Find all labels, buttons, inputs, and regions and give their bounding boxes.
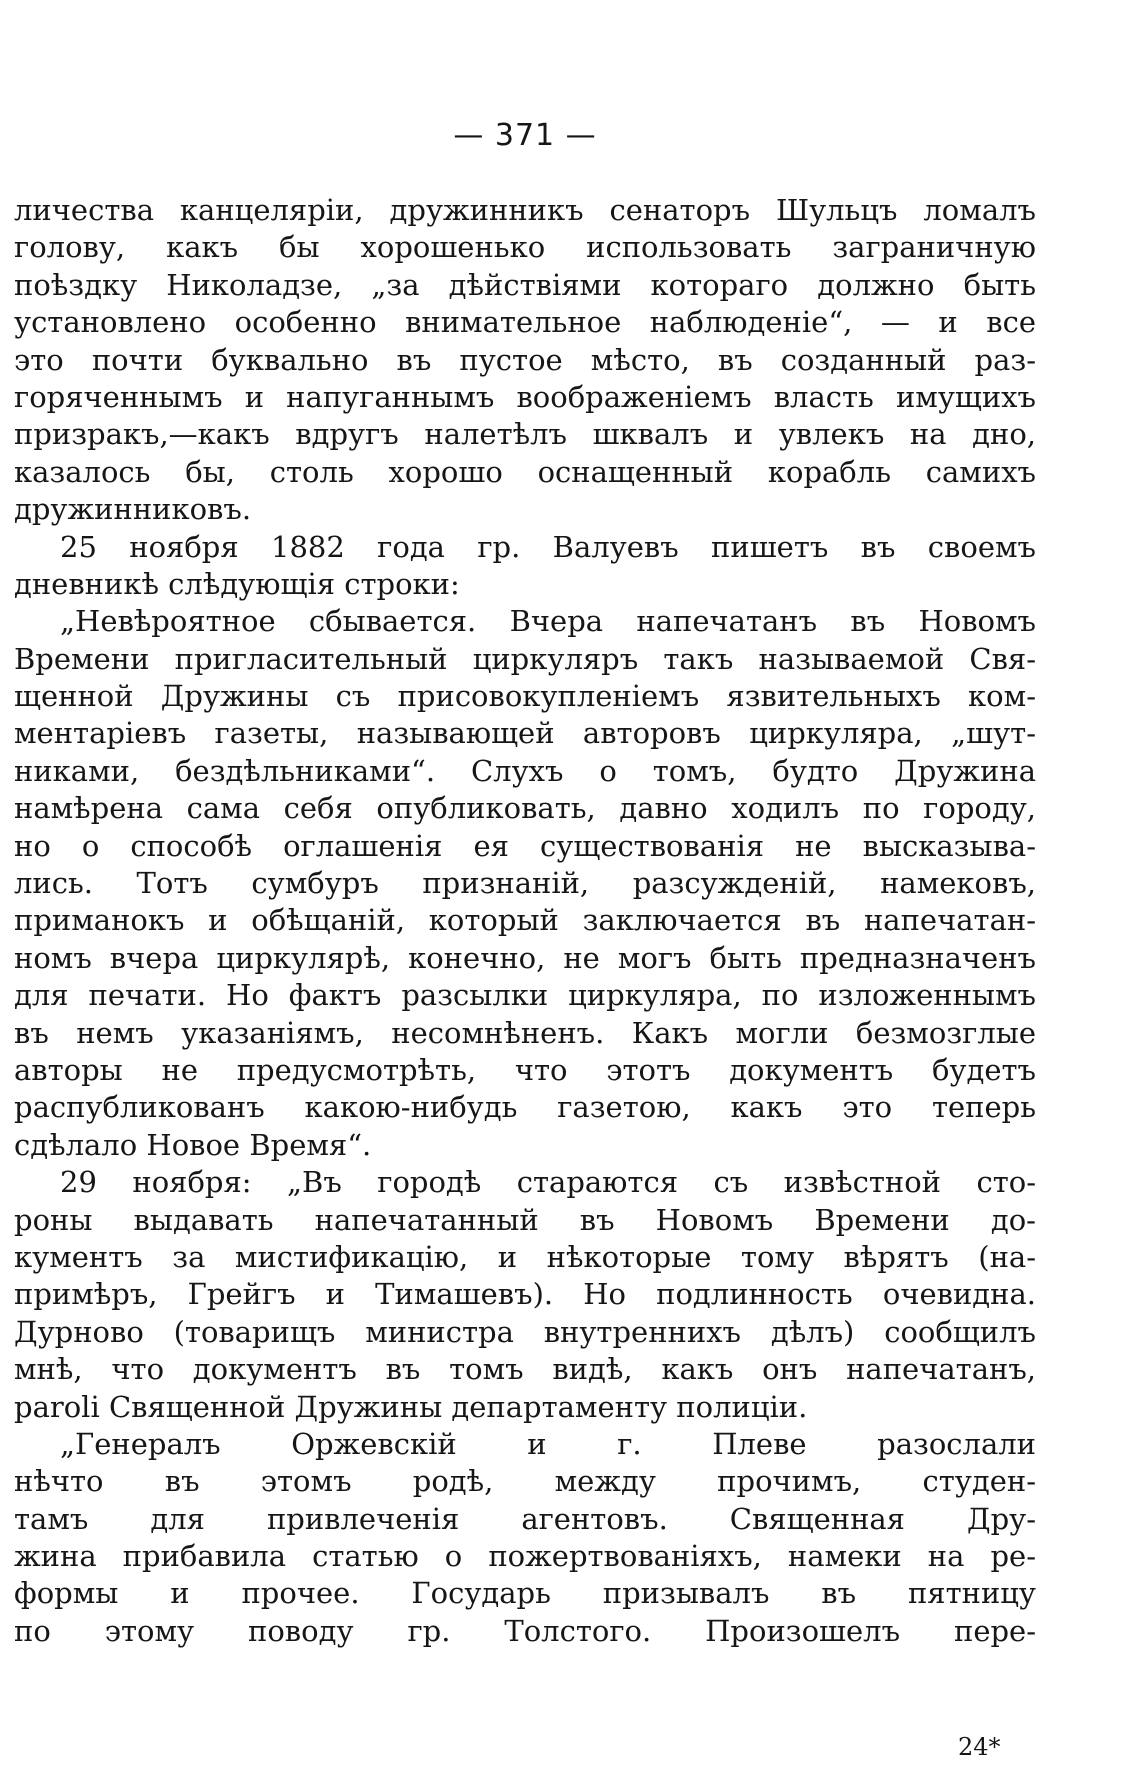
text-line: авторы не предусмотрѣть, что этотъ документъ будетъ: [14, 1052, 1036, 1087]
text-line: казалось бы, столь хорошо оснащенный корабль самихъ: [14, 454, 1036, 489]
text-line: дружинниковъ.: [14, 492, 252, 527]
text-line: 25 ноября 1882 года гр. Валуевъ пишетъ въ своемъ: [60, 529, 1036, 564]
text-line: тамъ для привлеченія агентовъ. Священная Дру-: [14, 1501, 1036, 1536]
text-line: роны выдавать напечатанный въ Новомъ Времени до-: [14, 1202, 1036, 1237]
text-line: поѣздку Николадзе, „за дѣйствіями котораго должно быть: [14, 267, 1036, 302]
text-line: щенной Дружины съ присовокупленіемъ язвительныхъ ком-: [14, 679, 1036, 714]
text-line: но о способѣ оглашенія ея существованія не высказыва-: [14, 828, 1036, 863]
text-line: сдѣлало Новое Время“.: [14, 1127, 372, 1162]
text-line: личества канцеляріи, дружинникъ сенаторъ Шульцъ ломалъ: [14, 193, 1036, 227]
text-line: 29 ноября: „Въ городѣ стараются съ извѣстной сто-: [60, 1165, 1036, 1200]
text-line: кументъ за мистификацію, и нѣкоторые тому вѣрятъ (на-: [14, 1239, 1036, 1274]
text-line: „Невѣроятное сбывается. Вчера напечатанъ въ Новомъ: [60, 604, 1036, 639]
text-line: въ немъ указаніямъ, несомнѣненъ. Какъ могли безмозглые: [14, 1015, 1036, 1050]
text-line: для печати. Но фактъ разсылки циркуляра, по изложеннымъ: [14, 978, 1036, 1013]
text-line: по этому поводу гр. Толстого. Произошелъ пере-: [14, 1613, 1036, 1648]
text-line: ментаріевъ газеты, называющей авторовъ циркуляра, „шут-: [14, 716, 1036, 751]
text-line: намѣрена сама себя опубликовать, давно ходилъ по городу,: [14, 791, 1036, 826]
text-line: мнѣ, что документъ въ томъ видѣ, какъ онъ напечатанъ,: [14, 1352, 1036, 1387]
text-line: номъ вчера циркулярѣ, конечно, не могъ быть предназначенъ: [14, 940, 1036, 975]
body-text: [14, 192, 1036, 1650]
text-line: нѣчто въ этомъ родѣ, между прочимъ, студен-: [14, 1464, 1036, 1499]
text-line: формы и прочее. Государь призывалъ въ пятницу: [14, 1576, 1036, 1611]
text-line: это почти буквально въ пустое мѣсто, въ созданный раз-: [14, 342, 1036, 377]
text-line: дневникѣ слѣдующія строки:: [14, 566, 460, 601]
text-line: „Генералъ Оржевскій и г. Плеве разослали: [60, 1426, 1036, 1461]
text-line: распубликованъ какою-нибудь газетою, какъ это теперь: [14, 1090, 1036, 1125]
text-line: приманокъ и обѣщаній, который заключается въ напечатан-: [14, 903, 1036, 938]
book-page: [14, 0, 1036, 1786]
text-line: лись. Тотъ сумбуръ признаній, разсужденій, намековъ,: [14, 866, 1036, 901]
text-line: жина прибавила статью о пожертвованіяхъ, намеки на ре-: [14, 1539, 1036, 1574]
text-line: никами, бездѣльниками“. Слухъ о томъ, будто Дружина: [14, 753, 1036, 788]
page-number: — 371 —: [453, 118, 597, 153]
text-line: paroli Священной Дружины департаменту полиціи.: [14, 1389, 808, 1424]
text-line: установлено особенно внимательное наблюденіе“, — и все: [14, 305, 1036, 340]
text-line: Времени пригласительный циркуляръ такъ называемой Свя-: [14, 641, 1036, 676]
text-line: примѣръ, Грейгъ и Тимашевъ). Но подлинность очевидна.: [14, 1277, 1036, 1312]
text-line: Дурново (товарищъ министра внутреннихъ дѣлъ) сообщилъ: [14, 1314, 1036, 1349]
text-line: горяченнымъ и напуганнымъ воображеніемъ власть имущихъ: [14, 379, 1036, 414]
text-line: призракъ,—какъ вдругъ налетѣлъ шквалъ и увлекъ на дно,: [14, 417, 1036, 452]
text-line: голову, какъ бы хорошенько использовать заграничную: [14, 230, 1036, 265]
signature-mark: 24*: [958, 1733, 1001, 1761]
